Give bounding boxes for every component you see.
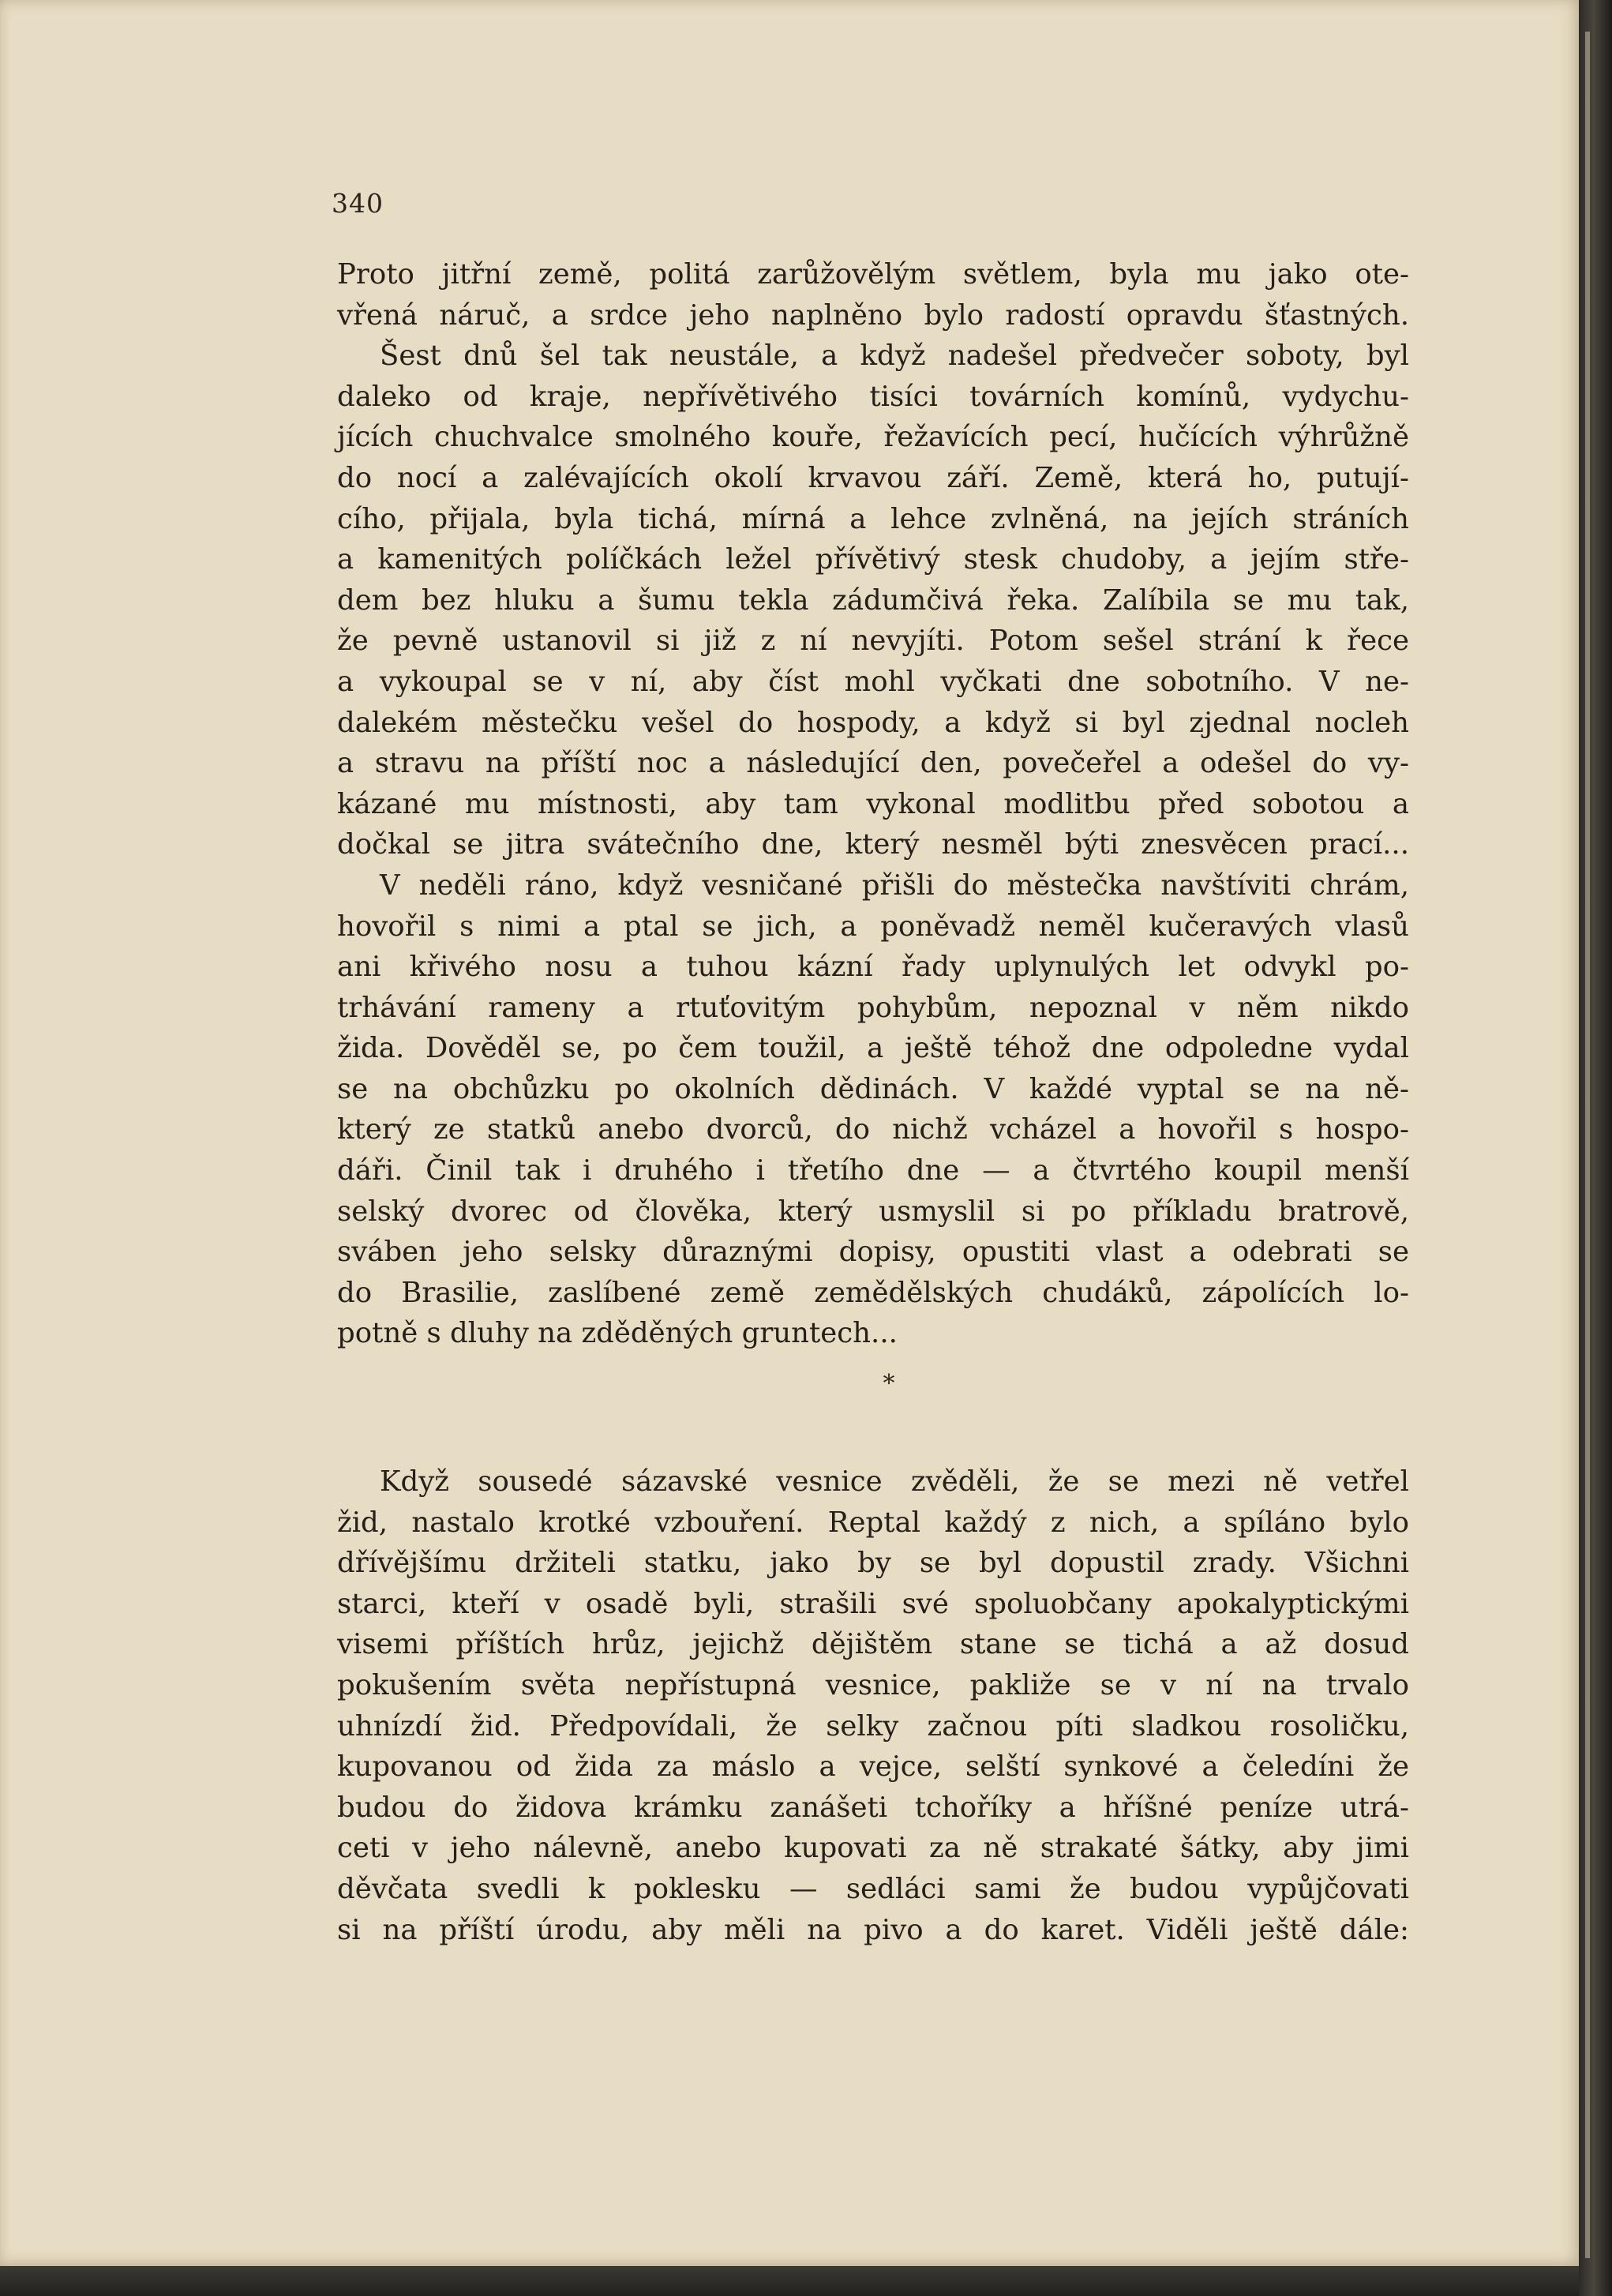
text-line: uhnízdí žid. Předpovídali, že selky začnou píti sladkou rosoličku, [337,1709,1409,1743]
section-separator: * [883,1370,895,1398]
text-line: hovořil s nimi a ptal se jich, a poněvadž neměl kučeravých vlasů [337,910,1409,943]
text-line: visemi příštích hrůz, jejichž dějištěm stane se tichá a až dosud [337,1628,1409,1661]
text-line: dáři. Činil tak i druhého i třetího dne — a čtvrtého koupil menší [337,1154,1409,1187]
body-text [337,254,1409,1950]
text-line: a stravu na příští noc a následující den, povečeřel a odešel do vy- [337,747,1409,780]
text-line: vřená náruč, a srdce jeho naplněno bylo radostí opravdu šťastných. [337,298,1409,332]
text-line: který ze statků anebo dvorců, do nichž vcházel a hovořil s hospo- [337,1113,1409,1146]
text-line: žida. Dověděl se, po čem toužil, a ještě téhož dne odpoledne vydal [337,1032,1409,1065]
text-line: že pevně ustanovil si již z ní nevyjíti. Potom sešel strání k řece [337,625,1409,658]
text-line: si na příští úrodu, aby měli na pivo a do karet. Viděli ještě dále: [337,1913,1409,1946]
text-line: ceti v jeho nálevně, anebo kupovati za ně strakaté šátky, aby jimi [337,1832,1409,1865]
text-line: Když sousedé sázavské vesnice zvěděli, že se mezi ně vetřel [380,1465,1409,1499]
text-line: do Brasilie, zaslíbené země zemědělských chudáků, zápolících lo- [337,1276,1409,1309]
text-line: se na obchůzku po okolních dědinách. V každé vyptal se na ně- [337,1072,1409,1105]
text-line: budou do židova krámku zanášeti tchoříky a hříšné peníze utrá- [337,1791,1409,1824]
text-line: Šest dnů šel tak neustále, a když nadešel předvečer soboty, byl [380,340,1409,373]
text-line: dem bez hluku a šumu tekla zádumčivá řeka. Zalíbila se mu tak, [337,583,1409,617]
text-line: a kamenitých políčkách ležel přívětivý stesk chudoby, a jejím stře- [337,543,1409,576]
page-edge-strip [1585,32,1590,2258]
text-line: sváben jeho selsky důraznými dopisy, opustiti vlast a odebrati se [337,1236,1409,1269]
paragraph-1 [337,254,1409,1354]
text-line: V neděli ráno, když vesničané přišli do městečka navštíviti chrám, [380,869,1409,902]
text-line: děvčata svedli k poklesku — sedláci sami že budou vypůjčovati [337,1872,1409,1905]
text-line: jících chuchvalce smolného kouře, řežavících pecí, hučících výhrůžně [337,421,1409,454]
text-line: kupovanou od žida za máslo a vejce, selští synkové a čeledíni že [337,1750,1409,1784]
page-number: 340 [332,188,384,219]
text-line: pokušením světa nepřístupná vesnice, pakliže se v ní na trvalo [337,1669,1409,1701]
text-line: cího, přijala, byla tichá, mírná a lehce zvlněná, na jejích stráních [337,502,1409,535]
text-line: starci, kteří v osadě byli, strašili své spoluobčany apokalyptickými [337,1587,1409,1620]
text-line: dřívějšímu držiteli statku, jako by se byl dopustil zrady. Všichni [337,1547,1409,1580]
text-line: dočkal se jitra svátečního dne, který nesměl býti znesvěcen prací... [337,828,1409,861]
text-line: žid, nastalo krotké vzbouření. Reptal každý z nich, a spíláno bylo [337,1506,1409,1539]
text-line: trhávání rameny a rtuťovitým pohybům, nepoznal v něm nikdo [337,991,1409,1024]
text-line: kázané mu místnosti, aby tam vykonal modlitbu před sobotou a [337,787,1409,820]
text-line: dalekém městečku vešel do hospody, a když si byl zjednal nocleh [337,706,1409,739]
text-line: a vykoupal se v ní, aby číst mohl vyčkati dne sobotního. V ne- [337,665,1409,698]
text-line: daleko od kraje, nepřívětivého tisíci továrních komínů, vydychu- [337,380,1409,413]
book-spine-edge [1579,0,1612,2296]
text-line: Proto jitřní země, politá zarůžovělým světlem, byla mu jako ote- [337,258,1409,291]
text-line: do nocí a zalévajících okolí krvavou září. Země, která ho, putují- [337,461,1409,494]
text-line: potně s dluhy na zděděných gruntech... [337,1317,898,1350]
paragraph-2 [337,1461,1409,1950]
text-line: selský dvorec od člověka, který usmyslil si po příkladu bratrově, [337,1195,1409,1228]
text-line: ani křivého nosu a tuhou kázní řady uplynulých let odvykl po- [337,951,1409,984]
book-bottom-edge [0,2266,1579,2296]
